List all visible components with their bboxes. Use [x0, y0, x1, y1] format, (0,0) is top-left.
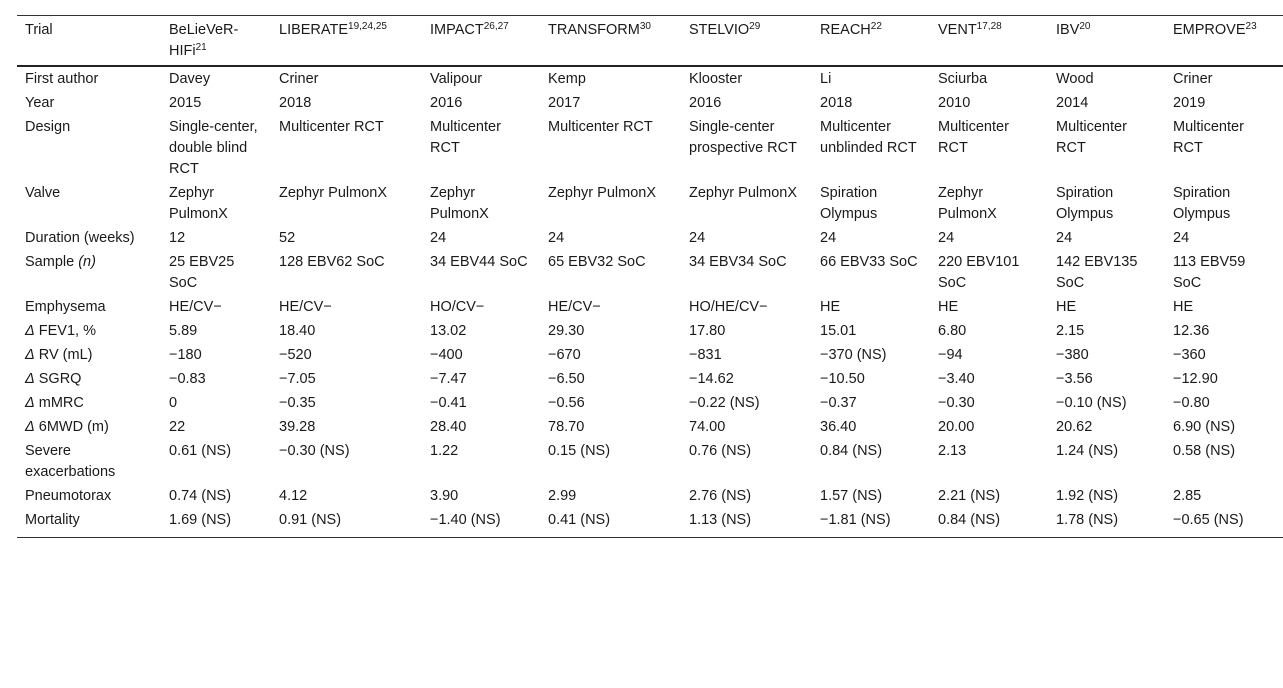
table-cell: 25 EBV25 SoC — [169, 254, 235, 291]
row-label-text: SGRQ — [38, 371, 82, 387]
table-cell: −0.30 (NS) — [279, 443, 350, 459]
table-cell: 2018 — [279, 95, 312, 111]
table-row — [17, 66, 1283, 92]
trial-reference: 26,27 — [483, 21, 509, 32]
table-cell: Zephyr PulmonX — [548, 185, 656, 201]
table-row — [17, 485, 1283, 509]
table-cell: 20.00 — [938, 419, 975, 435]
table-cell: 66 EBV33 SoC — [820, 254, 918, 270]
table-cell: 12.36 — [1173, 323, 1210, 339]
row-label-text: Emphysema — [25, 299, 106, 315]
table-cell: 113 EBV59 SoC — [1173, 254, 1246, 291]
table-row — [17, 227, 1283, 251]
delta-symbol: Δ — [25, 371, 35, 387]
table-cell: Zephyr PulmonX — [430, 185, 489, 222]
table-cell: 52 — [279, 230, 296, 246]
table-cell: 0.74 (NS) — [169, 488, 232, 504]
row-label — [17, 251, 161, 296]
row-label-text: FEV1, % — [38, 323, 96, 339]
table-cell: Zephyr PulmonX — [938, 185, 997, 222]
table-cell: 24 — [1173, 230, 1190, 246]
table-cell: 0 — [169, 395, 178, 411]
table-cell: 1.69 (NS) — [169, 512, 232, 528]
table-cell: 28.40 — [430, 419, 467, 435]
table-cell: 78.70 — [548, 419, 585, 435]
table-row — [17, 344, 1283, 368]
table-cell: Criner — [279, 71, 319, 87]
table-cell: HO/HE/CV− — [689, 299, 768, 315]
table-cell: Li — [820, 71, 832, 87]
table-cell: −14.62 — [689, 371, 734, 387]
table-cell: 2010 — [938, 95, 971, 111]
table-cell: 2.15 — [1056, 323, 1085, 339]
row-label-suffix: (n) — [78, 254, 96, 270]
delta-symbol: Δ — [25, 395, 35, 411]
trial-name: LIBERATE — [279, 22, 349, 38]
table-cell: −380 — [1056, 347, 1089, 363]
header-cell-trial-name — [930, 16, 1048, 67]
table-cell: 2.99 — [548, 488, 577, 504]
table-cell: −0.80 — [1173, 395, 1210, 411]
row-label-text: Valve — [25, 185, 61, 201]
delta-symbol: Δ — [25, 323, 35, 339]
row-label — [17, 66, 161, 92]
table-cell: −360 — [1173, 347, 1206, 363]
table-cell: 2.85 — [1173, 488, 1202, 504]
table-cell: −1.81 (NS) — [820, 512, 891, 528]
row-label — [17, 509, 161, 538]
table-cell: −0.37 — [820, 395, 857, 411]
table-cell: 74.00 — [689, 419, 726, 435]
table-cell: 34 EBV44 SoC — [430, 254, 528, 270]
table-cell: 2.21 (NS) — [938, 488, 1001, 504]
table-cell: −3.56 — [1056, 371, 1093, 387]
trial-name: EMPROVE — [1173, 22, 1246, 38]
table-cell: HE — [938, 299, 959, 315]
row-label-text: First author — [25, 71, 99, 87]
table-cell: Multicenter RCT — [1173, 119, 1244, 156]
row-label-text: Severe exacerbations — [25, 443, 116, 480]
trial-reference: 19,24,25 — [348, 21, 387, 32]
table-cell: 220 EBV101 SoC — [938, 254, 1020, 291]
table-cell: 13.02 — [430, 323, 467, 339]
row-label-text: Pneumotorax — [25, 488, 112, 504]
table-cell: −94 — [938, 347, 963, 363]
header-cell-trial-name — [422, 16, 540, 67]
table-row — [17, 440, 1283, 485]
table-cell: 1.24 (NS) — [1056, 443, 1119, 459]
table-cell: Zephyr PulmonX — [279, 185, 387, 201]
trial-name: REACH — [820, 22, 871, 38]
table-cell: 34 EBV34 SoC — [689, 254, 787, 270]
table-cell: −7.47 — [430, 371, 467, 387]
table-cell: 128 EBV62 SoC — [279, 254, 385, 270]
header-cell-trial-name — [271, 16, 422, 67]
table-cell: −400 — [430, 347, 463, 363]
row-label — [17, 344, 161, 368]
table-cell: 0.84 (NS) — [938, 512, 1001, 528]
trial-reference: 23 — [1245, 21, 1257, 32]
table-header — [17, 16, 1283, 67]
table-cell: 2.76 (NS) — [689, 488, 752, 504]
table-cell: −520 — [279, 347, 312, 363]
table-row — [17, 182, 1283, 227]
row-label-text: 6MWD (m) — [38, 419, 109, 435]
row-label-text: mMRC — [38, 395, 84, 411]
table-cell: HE/CV− — [279, 299, 332, 315]
table-cell: Spiration Olympus — [820, 185, 878, 222]
table-row — [17, 416, 1283, 440]
row-label-text: Duration (weeks) — [25, 230, 135, 246]
table-cell: 22 — [169, 419, 186, 435]
header-cell-trial-name — [540, 16, 681, 67]
table-cell: Criner — [1173, 71, 1213, 87]
table-cell: 0.15 (NS) — [548, 443, 611, 459]
table-cell: −0.35 — [279, 395, 316, 411]
table-cell: 0.76 (NS) — [689, 443, 752, 459]
table-cell: Spiration Olympus — [1173, 185, 1231, 222]
row-label-text: Year — [25, 95, 55, 111]
table-cell: −0.56 — [548, 395, 585, 411]
table-cell: Multicenter RCT — [938, 119, 1009, 156]
table-cell: 65 EBV32 SoC — [548, 254, 646, 270]
table-cell: 2015 — [169, 95, 202, 111]
table-cell: HE/CV− — [169, 299, 222, 315]
table-cell: 29.30 — [548, 323, 585, 339]
table-row — [17, 509, 1283, 538]
trial-name: IMPACT — [430, 22, 484, 38]
table-cell: −831 — [689, 347, 722, 363]
table-cell: −12.90 — [1173, 371, 1218, 387]
table-cell: 2016 — [689, 95, 722, 111]
table-cell: −0.65 (NS) — [1173, 512, 1244, 528]
table-cell: 2014 — [1056, 95, 1089, 111]
table-cell: −670 — [548, 347, 581, 363]
header-cell-trial: Trial — [25, 22, 53, 38]
table-cell: 24 — [1056, 230, 1073, 246]
table-row — [17, 368, 1283, 392]
table-cell: 1.92 (NS) — [1056, 488, 1119, 504]
table-cell: −10.50 — [820, 371, 865, 387]
row-label — [17, 227, 161, 251]
table-cell: Wood — [1056, 71, 1094, 87]
table-cell: −0.83 — [169, 371, 206, 387]
row-label — [17, 368, 161, 392]
table-cell: 2017 — [548, 95, 581, 111]
table-cell: Multicenter RCT — [430, 119, 501, 156]
row-label — [17, 320, 161, 344]
table-cell: 1.22 — [430, 443, 459, 459]
table-cell: HE/CV− — [548, 299, 601, 315]
table-cell: 0.84 (NS) — [820, 443, 883, 459]
table-cell: 1.78 (NS) — [1056, 512, 1119, 528]
trial-reference: 17,28 — [976, 21, 1002, 32]
table-cell: 0.58 (NS) — [1173, 443, 1236, 459]
row-label — [17, 416, 161, 440]
table-cell: −6.50 — [548, 371, 585, 387]
table-cell: −1.40 (NS) — [430, 512, 501, 528]
table-cell: 2019 — [1173, 95, 1206, 111]
table-cell: 12 — [169, 230, 186, 246]
table-cell: 4.12 — [279, 488, 308, 504]
table-cell: HE — [1173, 299, 1194, 315]
table-cell: Sciurba — [938, 71, 988, 87]
header-cell-trial-name — [161, 16, 271, 67]
table-cell: −370 (NS) — [820, 347, 887, 363]
table-row — [17, 320, 1283, 344]
row-label — [17, 92, 161, 116]
row-label — [17, 116, 161, 182]
trial-reference: 20 — [1079, 21, 1091, 32]
table-cell: Zephyr PulmonX — [169, 185, 228, 222]
trial-name: BeLieVeR-HIFi — [169, 22, 239, 59]
table-cell: Zephyr PulmonX — [689, 185, 797, 201]
table-cell: 142 EBV135 SoC — [1056, 254, 1138, 291]
table-cell: Valipour — [430, 71, 483, 87]
table-cell: 2018 — [820, 95, 853, 111]
header-cell-trial-name — [1165, 16, 1283, 67]
table-row — [17, 92, 1283, 116]
table-cell: 3.90 — [430, 488, 459, 504]
table-cell: 0.91 (NS) — [279, 512, 342, 528]
table-cell: 15.01 — [820, 323, 857, 339]
table-cell: 24 — [548, 230, 565, 246]
table-cell: Multicenter RCT — [279, 119, 384, 135]
table-cell: 2016 — [430, 95, 463, 111]
table-cell: 24 — [689, 230, 706, 246]
header-cell-trial-name — [1048, 16, 1165, 67]
trial-name: TRANSFORM — [548, 22, 640, 38]
table-cell: 6.80 — [938, 323, 967, 339]
table-cell: 0.61 (NS) — [169, 443, 232, 459]
trial-reference: 29 — [749, 21, 761, 32]
trials-comparison-table — [17, 15, 1283, 538]
trial-reference: 22 — [870, 21, 882, 32]
trial-name: VENT — [938, 22, 977, 38]
row-label — [17, 296, 161, 320]
table-cell: HE — [1056, 299, 1077, 315]
row-label-text: Mortality — [25, 512, 80, 528]
trial-name: IBV — [1056, 22, 1080, 38]
table-cell: −3.40 — [938, 371, 975, 387]
table-cell: −0.30 — [938, 395, 975, 411]
table-cell: 20.62 — [1056, 419, 1093, 435]
table-cell: 36.40 — [820, 419, 857, 435]
table-cell: −0.22 (NS) — [689, 395, 760, 411]
table-cell: 17.80 — [689, 323, 726, 339]
table-cell: Single-center prospective RCT — [689, 119, 797, 156]
trial-reference: 21 — [195, 42, 207, 53]
table-cell: 0.41 (NS) — [548, 512, 611, 528]
table-cell: 6.90 (NS) — [1173, 419, 1236, 435]
table-cell: 24 — [430, 230, 447, 246]
table-cell: Klooster — [689, 71, 743, 87]
row-label-text: Design — [25, 119, 71, 135]
table-row — [17, 296, 1283, 320]
row-label — [17, 485, 161, 509]
row-label-text: Sample — [25, 254, 75, 270]
delta-symbol: Δ — [25, 419, 35, 435]
table-row — [17, 251, 1283, 296]
table-cell: 24 — [938, 230, 955, 246]
table-cell: Single-center, double blind RCT — [169, 119, 258, 177]
delta-symbol: Δ — [25, 347, 35, 363]
table-cell: Kemp — [548, 71, 586, 87]
table-cell: −0.10 (NS) — [1056, 395, 1127, 411]
table-cell: 5.89 — [169, 323, 198, 339]
table-cell: −7.05 — [279, 371, 316, 387]
table-cell: 18.40 — [279, 323, 316, 339]
table-cell: −180 — [169, 347, 202, 363]
table-body — [17, 66, 1283, 538]
table-cell: Spiration Olympus — [1056, 185, 1114, 222]
table-cell: HE — [820, 299, 841, 315]
trial-name: STELVIO — [689, 22, 750, 38]
trials-table-wrapper — [17, 15, 1283, 538]
row-label — [17, 440, 161, 485]
table-cell: −0.41 — [430, 395, 467, 411]
table-row — [17, 392, 1283, 416]
table-cell: 2.13 — [938, 443, 967, 459]
table-cell: Davey — [169, 71, 211, 87]
table-cell: Multicenter RCT — [548, 119, 653, 135]
table-cell: Multicenter RCT — [1056, 119, 1127, 156]
table-cell: 24 — [820, 230, 837, 246]
table-cell: Multicenter unblinded RCT — [820, 119, 917, 156]
table-cell: 39.28 — [279, 419, 316, 435]
header-row — [17, 16, 1283, 67]
table-row — [17, 116, 1283, 182]
table-cell: HO/CV− — [430, 299, 485, 315]
header-cell-trial-name — [681, 16, 812, 67]
table-cell: 1.13 (NS) — [689, 512, 752, 528]
header-cell-trial-name — [812, 16, 930, 67]
row-label — [17, 392, 161, 416]
table-cell: 1.57 (NS) — [820, 488, 883, 504]
row-label-text: RV (mL) — [38, 347, 93, 363]
trial-reference: 30 — [639, 21, 651, 32]
row-label — [17, 182, 161, 227]
